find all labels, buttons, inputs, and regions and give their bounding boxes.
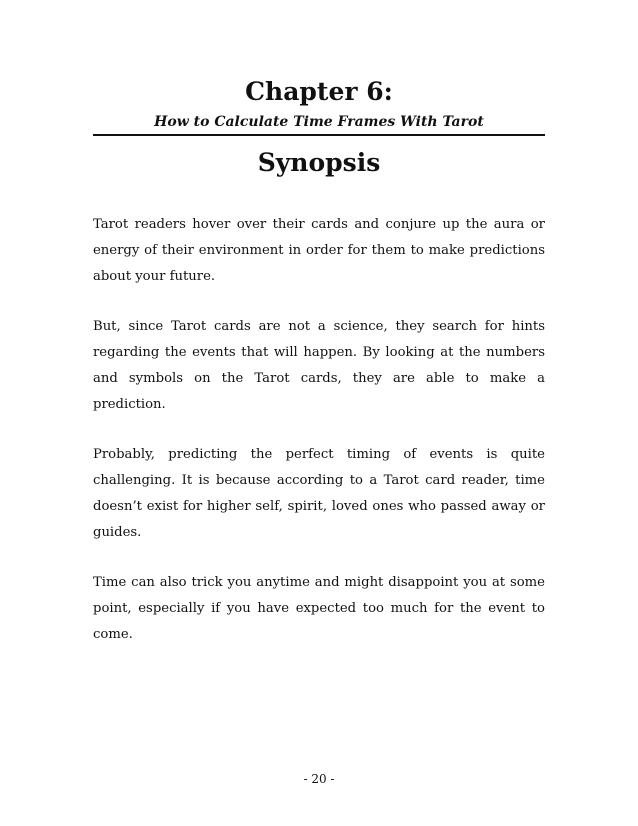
page-number: - 20 -: [303, 772, 335, 786]
paragraph: But, since Tarot cards are not a science, they search for hints regarding the events that will happen. By looking at the numbers and symbols on the Tarot cards, they are able to make a prediction.: [93, 319, 545, 412]
chapter-title: Chapter 6:: [245, 77, 393, 106]
section-title: Synopsis: [257, 148, 381, 177]
paragraph: Time can also trick you anytime and might disappoint you at some point, especially if you have expected too much for the event to come.: [93, 575, 545, 642]
body-text: [93, 212, 545, 672]
paragraph: Tarot readers hover over their cards and conjure up the aura or energy of their environment in order for them to make predictions about your future.: [93, 217, 545, 284]
paragraph: Probably, predicting the perfect timing of events is quite challenging. It is because according to a Tarot card reader, time doesn’t exist for higher self, spirit, loved ones who passed away or guides.: [93, 447, 545, 540]
title-divider: [93, 134, 545, 136]
chapter-subtitle: How to Calculate Time Frames With Tarot: [154, 114, 484, 130]
